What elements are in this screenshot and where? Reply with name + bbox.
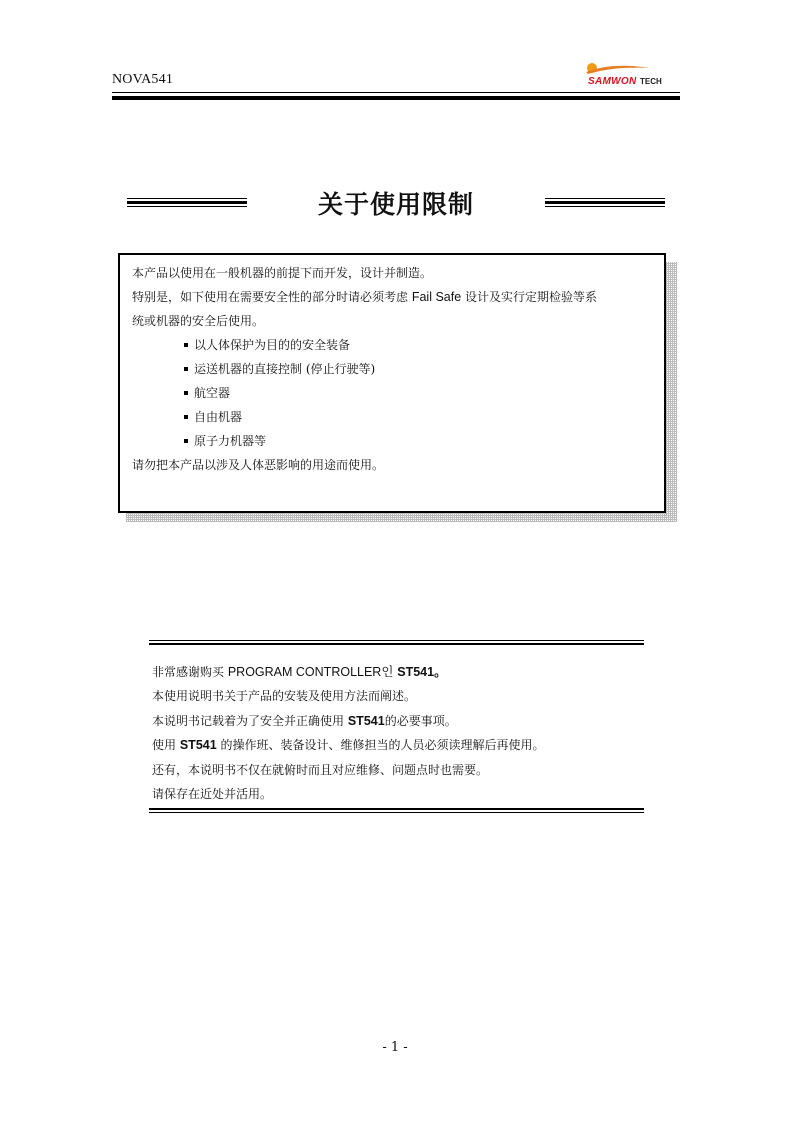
bullet-square-icon <box>184 367 188 371</box>
company-logo <box>580 60 680 90</box>
bullet-square-icon <box>184 439 188 443</box>
restriction-special-pre: 特别是，如下使用在需要安全性的部分时请必须考虑 <box>132 290 409 304</box>
list-item: 自由机器 <box>184 405 375 429</box>
list-item: 航空器 <box>184 381 375 405</box>
logo-suffix-text: TECH <box>640 77 662 86</box>
logo-swoosh-icon <box>582 60 652 76</box>
thanks-bottom-divider <box>149 808 644 814</box>
document-model-label: NOVA541 <box>112 72 174 87</box>
restriction-special-continued: 统或机器的安全后使用。 <box>132 314 265 328</box>
page-number: - 1 - <box>382 1040 408 1055</box>
title-decoration-left <box>127 198 247 210</box>
product-model: ST541 <box>347 713 385 728</box>
restriction-intro: 本产品以使用在一般机器的前提下而开发，设计并制造。 <box>132 266 433 280</box>
thanks-line: 本使用说明书关于产品的安装及使用方法而阐述。 <box>152 689 417 704</box>
restriction-special-post: 设计及实行定期检验等系 <box>465 290 598 304</box>
thanks-line: 使用 ST541 的操作班、装备设计、维修担当的人员必须读理解后再使用。 <box>152 738 545 753</box>
thanks-message <box>152 660 642 806</box>
list-item: 运送机器的直接控制 (停止行驶等) <box>184 357 375 381</box>
restriction-item-list <box>184 333 375 453</box>
product-model: ST541 <box>179 738 217 753</box>
restriction-closing: 请勿把本产品以涉及人体恶影响的用途而使用。 <box>132 458 385 472</box>
bullet-square-icon <box>184 415 188 419</box>
thanks-line: 本说明书记载着为了安全并正确使用 ST541的必要事项。 <box>152 713 457 728</box>
product-name: PROGRAM CONTROLLER인 <box>227 665 394 679</box>
thanks-line: 非常感谢购买 PROGRAM CONTROLLER인 ST541。 <box>152 665 447 679</box>
logo-brand-text: SAMWON <box>588 76 637 87</box>
bullet-square-icon <box>184 343 188 347</box>
bullet-square-icon <box>184 391 188 395</box>
restriction-notice-box <box>118 253 666 513</box>
restriction-special-line <box>132 285 658 309</box>
page-title: 关于使用限制 <box>317 190 474 219</box>
list-item: 以人体保护为目的的安全装备 <box>184 333 375 357</box>
product-model: ST541。 <box>397 665 447 679</box>
title-decoration-right <box>545 198 665 210</box>
thanks-line: 还有，本说明书不仅在就俯时而且对应维修、问题点时也需要。 <box>152 762 489 777</box>
thanks-line: 请保存在近处并活用。 <box>152 786 273 801</box>
header-divider-thin <box>112 92 680 93</box>
header-divider-thick <box>112 96 680 100</box>
list-item: 原子力机器等 <box>184 429 375 453</box>
thanks-top-divider <box>149 640 644 646</box>
fail-safe-term: Fail Safe <box>411 290 462 304</box>
